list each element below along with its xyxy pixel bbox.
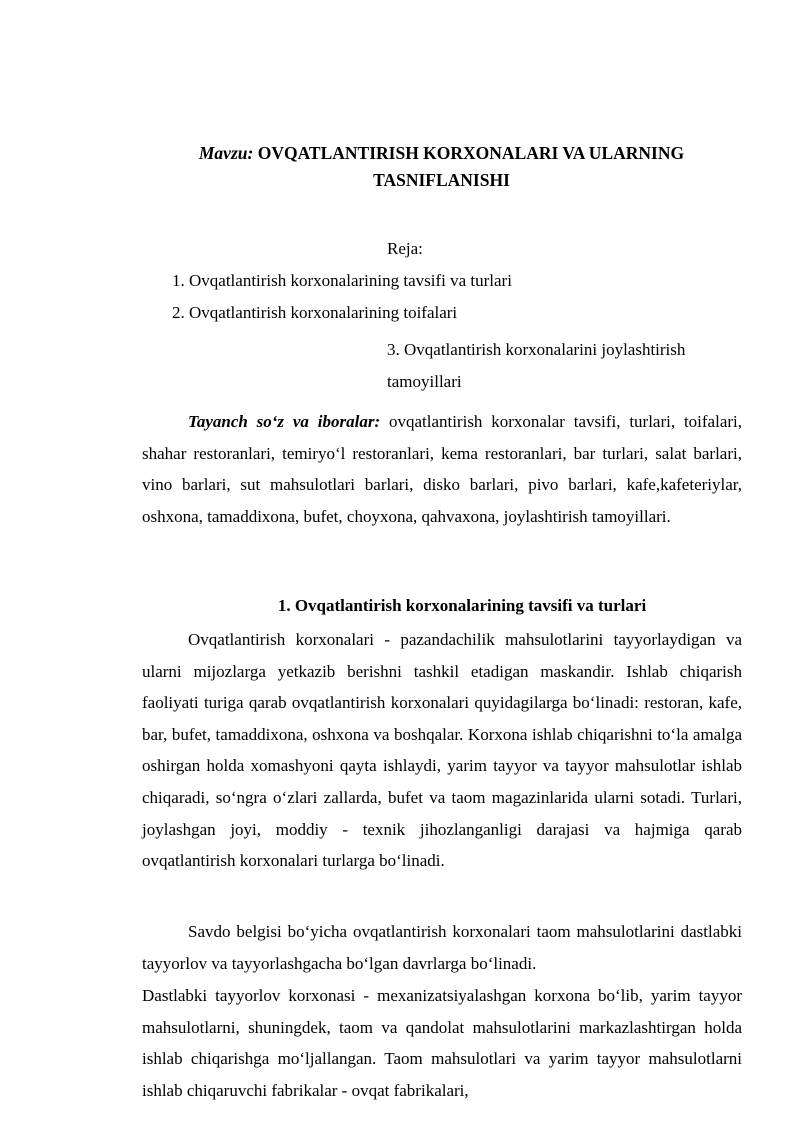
plan-item-2: 2. Ovqatlantirish korxonalarining toifalari — [172, 303, 458, 322]
plan-item-1: 1. Ovqatlantirish korxonalarining tavsifi va turlari — [172, 271, 512, 290]
keywords-paragraph — [142, 406, 742, 532]
plan-heading: Reja: — [387, 239, 423, 258]
body-paragraph-1: Ovqatlantirish korxonalari - pazandachilik mahsulotlarini tayyorlaydigan va ularni mijozlarga yetkazib berishni tashkil etadigan maskandir. Ishlab chiqarish faoliyati turiga qarab ovqatlantirish korxonalari quyidagilarga bo‘linadi: restoran, kafe, bar, bufet, tamaddixona, oshxona va boshqalar. Korxona ishlab chiqarishni to‘la amalga oshirgan holda xomashyoni qayta ishlaydi, yarim tayyor va tayyor mahsulotlar ishlab chiqaradi, so‘ngra o‘zlari zallarda, bufet va taom magazinlarida ularni sotadi. Turlari, joylashgan joyi, moddiy - texnik jihozlanganligi darajasi va hajmiga qarab ovqatlantirish korxonalari turlarga bo‘linadi. — [142, 630, 742, 871]
body-paragraph-2: Savdo belgisi bo‘yicha ovqatlantirish korxonalari taom mahsulotlarini dastlabki tayyorlov va tayyorlashgacha bo‘lgan davrlarga bo‘linadi. — [142, 922, 742, 973]
title-label: Mavzu: — [198, 143, 254, 163]
keywords-label: Tayanch so‘z va iboralar: — [188, 412, 381, 431]
plan-item-3: 3. Ovqatlantirish korxonalarini joylashtirish tamoyillari — [387, 340, 686, 391]
section-heading: 1. Ovqatlantirish korxonalarining tavsifi va turlari — [277, 596, 647, 615]
document-title — [140, 140, 743, 194]
body-paragraph-3: Dastlabki tayyorlov korxonasi - mexanizatsiyalashgan korxona bo‘lib, yarim tayyor mahsulotlarni, shuningdek, taom va qandolat mahsulotlarini markazlashtirgan holda ishlab chiqarishga mo‘ljallangan. Taom mahsulotlari va yarim tayyor mahsulotlarni ishlab chiqaruvchi fabrikalar - ovqat fabrikalari, — [142, 986, 742, 1100]
keywords-text: ovqatlantirish korxonalar tavsifi, turlari, toifalari, shahar restoranlari, temiryo‘l restoranlari, kema restoranlari, bar turlari, salat barlari, vino barlari, sut mahsulotlari barlari, disko barlari, pivo barlari, kafe,kafeteriylar, oshxona, tamaddixona, bufet, choyxona, qahvaxona, joylashtirish tamoyillari. — [142, 412, 742, 526]
title-text: OVQATLANTIRISH KORXONALARI VA ULARNING TASNIFLANISHI — [257, 143, 685, 190]
